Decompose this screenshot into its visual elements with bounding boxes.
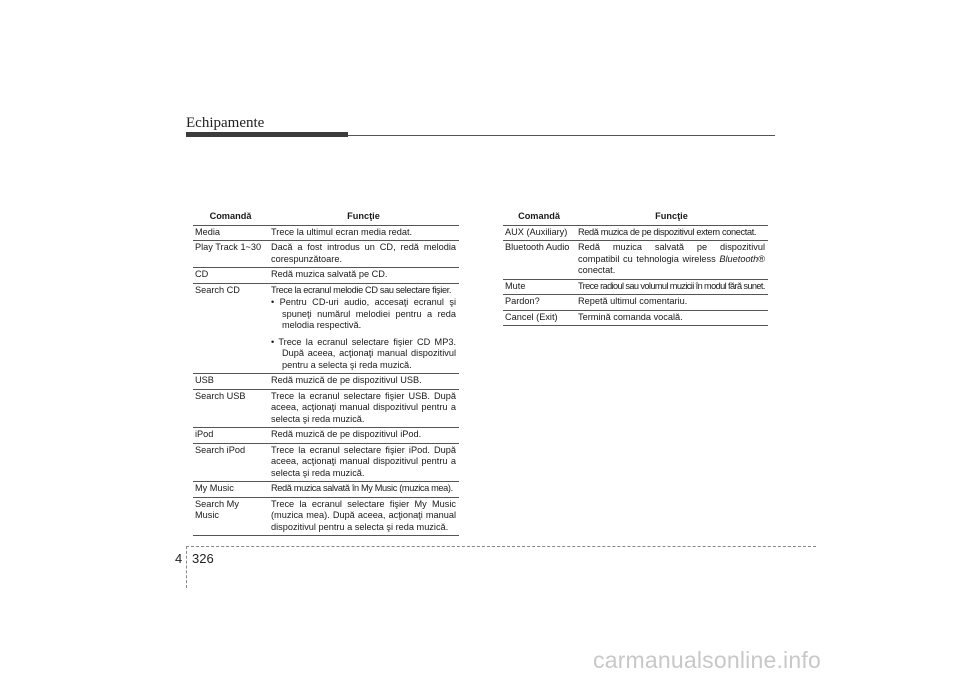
command-cell: Cancel (Exit) [503,310,575,326]
table-header-row [193,210,459,225]
function-cell: Dacă a fost introdus un CD, redă melodia corespunzătoare. [268,241,459,268]
table-row [503,225,768,241]
command-cell: Search USB [193,389,268,428]
function-cell: Repetă ultimul comentariu. [575,295,768,311]
bullet-text: Pentru CD-uri audio, accesaţi ecranul şi spuneţi numărul melodiei pentru a reda melodia respectivă. [279,297,456,330]
table-row [503,295,768,311]
bullet-icon: • [271,297,280,307]
table-row [193,374,459,390]
function-cell: Trece la ecranul selectare fişier My Music (muzica mea). După aceea, acţionaţi manual dispozitivul pentru a selecta şi reda muzică. [268,497,459,536]
function-cell: Redă muzica salvată în My Music (muzica mea). [268,482,459,498]
column-header-function: Funcţie [268,210,459,225]
command-cell: Search My Music [193,497,268,536]
function-cell: Redă muzica salvată pe CD. [268,268,459,284]
table-row [503,279,768,295]
command-cell: AUX (Auxiliary) [503,225,575,241]
command-cell: iPod [193,428,268,444]
command-cell: My Music [193,482,268,498]
header-rule-thin [348,135,775,136]
function-cell: Trece radioul sau volumul muzicii în modul fără sunet. [575,279,768,295]
page-number: 326 [192,551,214,566]
function-cell [268,283,459,374]
table-row [193,225,459,241]
voice-command-table-right [503,210,768,326]
command-cell: Mute [503,279,575,295]
function-cell: Termină comanda vocală. [575,310,768,326]
function-text-tail: ® conectat. [578,253,765,275]
command-cell: CD [193,268,268,284]
function-cell: Redă muzica de pe dispozitivul extern conectat. [575,225,768,241]
command-cell: Play Track 1~30 [193,241,268,268]
table-row [503,310,768,326]
table-row [193,428,459,444]
function-cell: Trece la ecranul selectare fişier USB. După aceea, acţionaţi manual dispozitivul pentru a selecta şi reda muzică. [268,389,459,428]
table-row [193,443,459,482]
bullet-item [271,337,456,372]
table-row [193,241,459,268]
command-cell: Search iPod [193,443,268,482]
command-cell: USB [193,374,268,390]
function-text: Redă muzica salvată pe dispozitivul compatibil cu tehnologia wireless [578,242,765,264]
function-cell: Trece la ecranul selectare fişier iPod. După aceea, acţionaţi manual dispozitivul pentru a selecta şi reda muzică. [268,443,459,482]
footer-dashed-divider [186,546,187,588]
function-text-italic: Bluetooth [719,253,759,264]
column-header-command: Comandă [193,210,268,225]
table-row [193,268,459,284]
command-cell: Media [193,225,268,241]
watermark-text: carmanualsonline.info [593,647,821,673]
table-row [193,283,459,374]
column-header-function: Funcţie [575,210,768,225]
column-header-command: Comandă [503,210,575,225]
table-row [193,482,459,498]
function-text: Trece la ecranul melodie CD sau selectare fişier. [271,284,452,295]
bullet-icon: • [271,336,279,347]
function-cell: Redă muzică de pe dispozitivul iPod. [268,428,459,444]
bullet-item [271,297,456,332]
command-cell: Search CD [193,283,268,374]
table-header-row [503,210,768,225]
footer-dashed-rule [186,546,816,547]
function-cell: Redă muzică de pe dispozitivul USB. [268,374,459,390]
table-row [193,497,459,536]
command-cell: Pardon? [503,295,575,311]
function-cell: Trece la ultimul ecran media redat. [268,225,459,241]
page-section-title: Echipamente [186,115,265,131]
header-rule-thick [186,132,348,137]
command-cell: Bluetooth Audio [503,241,575,280]
voice-command-table-left [193,210,459,536]
table-row [503,241,768,280]
chapter-number: 4 [175,551,183,566]
function-cell [575,241,768,280]
bullet-text: Trece la ecranul selectare fişier CD MP3. După aceea, acţionaţi manual dispozitivul pentru a selecta şi reda muzică. [278,336,456,370]
table-row [193,389,459,428]
